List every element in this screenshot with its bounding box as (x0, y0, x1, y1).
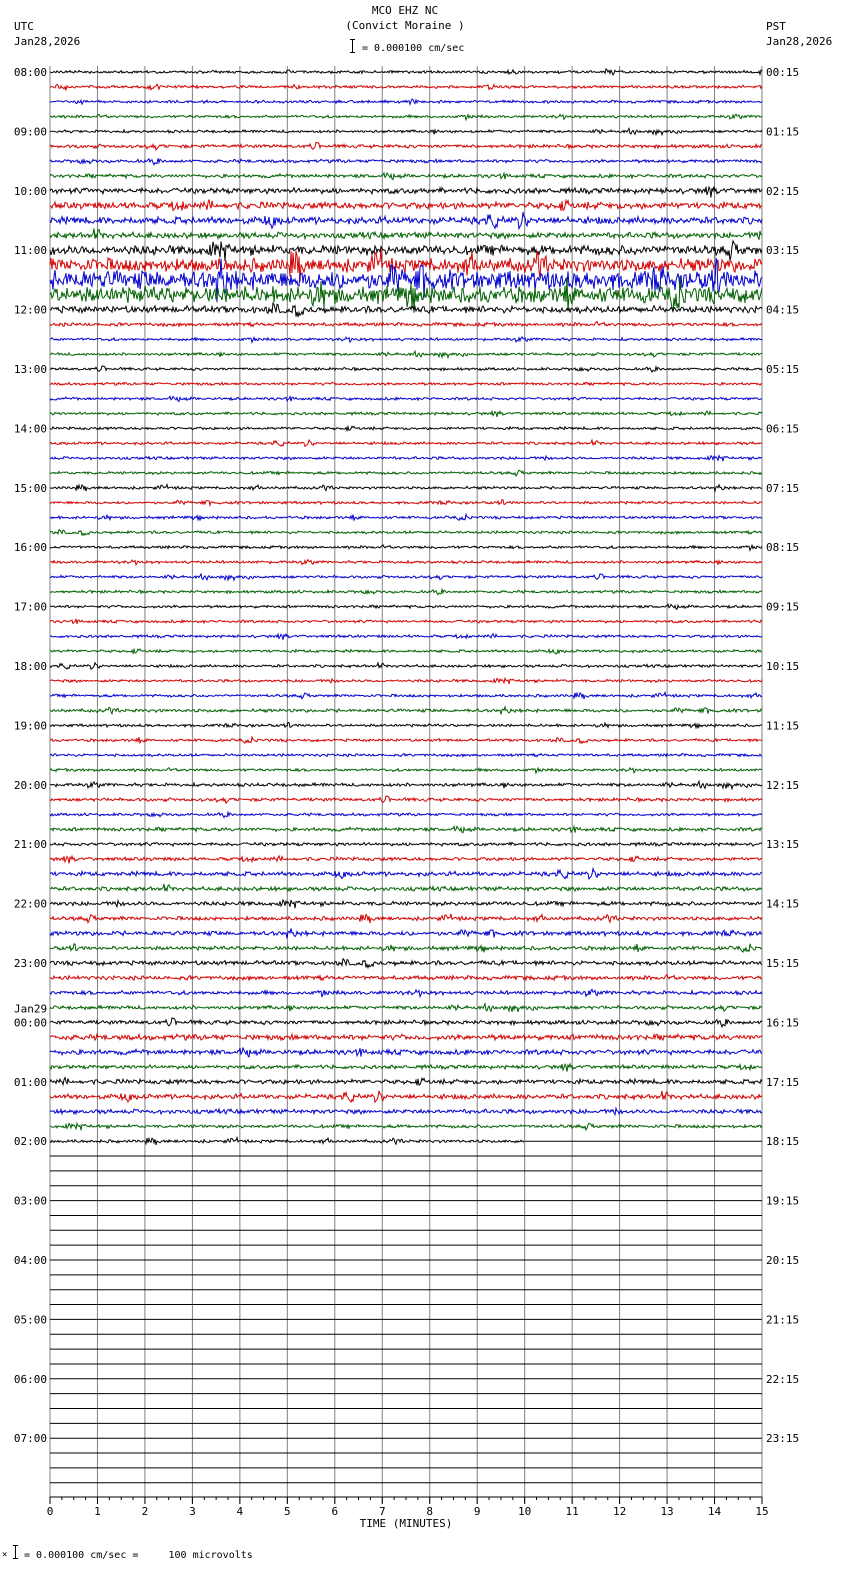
trace-row (50, 440, 762, 446)
trace-row (50, 396, 762, 401)
pst-hour-label: 21:15 (766, 1313, 800, 1327)
pst-date: Jan28,2026 (766, 35, 833, 48)
utc-hour-label: 07:00 (13, 1432, 47, 1446)
pst-hour-label: 03:15 (766, 244, 800, 258)
utc-hour-label: 21:00 (13, 838, 47, 852)
pst-hour-label: 04:15 (766, 303, 800, 317)
trace-row (50, 1108, 762, 1114)
trace-row (50, 158, 762, 164)
trace-row (50, 989, 762, 997)
trace-row (50, 142, 762, 150)
utc-hour-label: 04:00 (13, 1254, 47, 1267)
trace-row (50, 590, 762, 595)
pst-hour-label: 19:15 (766, 1194, 800, 1208)
pst-hour-label: 14:15 (766, 897, 800, 911)
trace-row (50, 1078, 762, 1086)
pst-hour-label: 15:15 (766, 957, 800, 970)
trace-row (50, 884, 762, 891)
trace-row (50, 1123, 762, 1130)
trace-row (50, 382, 762, 385)
pst-hour-label: 17:15 (766, 1075, 800, 1089)
x-tick-label: 4 (236, 1505, 244, 1518)
trace-row (50, 1064, 762, 1072)
trace-row (50, 303, 762, 317)
pst-hour-label: 18:15 (766, 1135, 800, 1149)
trace-row (50, 530, 762, 536)
trace-row (50, 959, 762, 968)
trace-row (50, 856, 762, 864)
trace-row (50, 212, 762, 229)
trace-row (50, 351, 762, 357)
trace-row (50, 1034, 762, 1040)
trace-row (50, 500, 762, 506)
chart-title: MCO EHZ NC (371, 4, 439, 17)
trace-row (50, 678, 762, 684)
utc-label: UTC (14, 20, 34, 33)
trace-row (50, 663, 762, 669)
utc-hour-label: 05:00 (13, 1313, 47, 1327)
utc-hour-label: 02:00 (13, 1135, 47, 1149)
utc-date: Jan28,2026 (14, 35, 81, 48)
trace-row (50, 707, 762, 715)
trace-row (50, 560, 762, 565)
pst-hour-label: 16:15 (766, 1016, 800, 1030)
trace-row (50, 411, 762, 417)
x-tick-label: 11 (565, 1505, 579, 1518)
trace-row (50, 426, 762, 430)
trace-row (50, 692, 762, 699)
utc-hour-label: 06:00 (13, 1372, 47, 1386)
trace-row (50, 604, 762, 609)
utc-hour-label: 19:00 (13, 719, 47, 733)
x-tick-label: 6 (331, 1505, 339, 1518)
trace-row (50, 914, 762, 923)
trace-row (50, 173, 762, 179)
date-break-label: Jan29 (14, 1002, 48, 1016)
trace-row (50, 929, 762, 939)
trace-row (50, 456, 762, 462)
trace-row (50, 634, 762, 640)
x-axis-label: TIME (MINUTES) (359, 1517, 453, 1530)
pst-hour-label: 23:15 (766, 1432, 800, 1446)
utc-hour-label: 08:00 (13, 66, 47, 79)
trace-row (50, 842, 762, 846)
utc-hour-label: 03:00 (13, 1194, 47, 1208)
trace-row (50, 228, 762, 239)
trace-row (50, 796, 762, 803)
pst-hour-label: 07:15 (766, 481, 800, 495)
utc-hour-label: 23:00 (13, 957, 47, 970)
trace-row (50, 322, 762, 327)
utc-hour-label: 18:00 (13, 660, 47, 673)
pst-hour-label: 01:15 (766, 125, 800, 139)
pst-hour-label: 09:15 (766, 600, 800, 614)
pst-hour-label: 20:15 (766, 1254, 800, 1267)
footer-prefix: × (2, 1550, 8, 1560)
scale-text: = 0.000100 cm/sec (362, 43, 465, 54)
x-tick-label: 12 (612, 1505, 627, 1518)
trace-row (50, 1091, 762, 1102)
utc-hour-label: 13:00 (13, 363, 47, 376)
utc-hour-label: 17:00 (13, 600, 47, 614)
x-tick-label: 13 (660, 1505, 674, 1518)
x-tick-label: 9 (473, 1505, 481, 1518)
trace-row (50, 514, 762, 520)
trace-row (50, 944, 762, 953)
trace-row (50, 337, 762, 343)
chart-subtitle: (Convict Moraine ) (345, 19, 465, 32)
utc-hour-label: 14:00 (13, 422, 47, 436)
trace-row (50, 129, 762, 135)
trace-row (50, 69, 762, 75)
utc-hour-label: 12:00 (13, 303, 47, 317)
trace-row (50, 545, 762, 550)
trace-row (50, 366, 762, 372)
trace-row (50, 84, 762, 90)
x-tick-label: 5 (284, 1505, 291, 1518)
trace-row (50, 649, 762, 654)
pst-hour-label: 06:15 (766, 422, 800, 436)
pst-hour-label: 00:15 (766, 66, 800, 79)
utc-hour-label: 01:00 (13, 1075, 47, 1089)
utc-hour-label: 10:00 (13, 184, 47, 198)
trace-row (50, 812, 762, 817)
trace-row (50, 574, 762, 580)
trace-row (50, 869, 762, 879)
x-tick-label: 1 (94, 1505, 101, 1518)
trace-row (50, 99, 762, 104)
trace-row (50, 754, 762, 757)
trace-row (50, 619, 762, 624)
x-tick-label: 14 (707, 1505, 722, 1518)
trace-row (50, 974, 762, 980)
trace-row (50, 1018, 762, 1027)
pst-hour-label: 13:15 (766, 838, 800, 852)
utc-hour-label: 20:00 (13, 778, 47, 792)
trace-row (50, 722, 762, 728)
pst-hour-label: 05:15 (766, 363, 800, 376)
x-tick-label: 0 (46, 1505, 54, 1518)
utc-hour-label: 22:00 (13, 897, 47, 911)
trace-row (50, 200, 762, 211)
pst-label: PST (766, 20, 786, 33)
trace-row (50, 485, 762, 492)
utc-hour-label: 15:00 (13, 481, 47, 495)
trace-row (50, 900, 762, 908)
trace-row (50, 781, 762, 789)
trace-row (50, 186, 762, 197)
trace-row (50, 737, 762, 743)
utc-hour-label: 16:00 (13, 541, 47, 555)
utc-hour-label: 00:00 (13, 1016, 47, 1030)
x-tick-label: 10 (518, 1505, 532, 1518)
trace-row (50, 470, 762, 476)
pst-hour-label: 11:15 (766, 719, 800, 733)
trace-row (50, 826, 762, 832)
utc-hour-label: 09:00 (13, 125, 47, 139)
trace-row (50, 1048, 762, 1057)
pst-hour-label: 08:15 (766, 541, 800, 555)
trace-row (50, 768, 762, 773)
pst-hour-label: 10:15 (766, 660, 800, 673)
trace-row (50, 241, 762, 261)
pst-hour-label: 12:15 (766, 778, 800, 792)
pst-hour-label: 02:15 (766, 184, 800, 198)
x-tick-label: 15 (755, 1505, 769, 1518)
x-tick-label: 8 (426, 1505, 434, 1518)
trace-row (50, 114, 762, 120)
utc-hour-label: 11:00 (13, 244, 47, 258)
x-tick-label: 7 (378, 1505, 386, 1518)
x-tick-label: 3 (189, 1505, 196, 1518)
footer-scale-text: = 0.000100 cm/sec = 100 microvolts (24, 1550, 253, 1561)
trace-row (50, 1004, 762, 1012)
x-tick-label: 2 (141, 1505, 149, 1518)
pst-hour-label: 22:15 (766, 1372, 800, 1386)
